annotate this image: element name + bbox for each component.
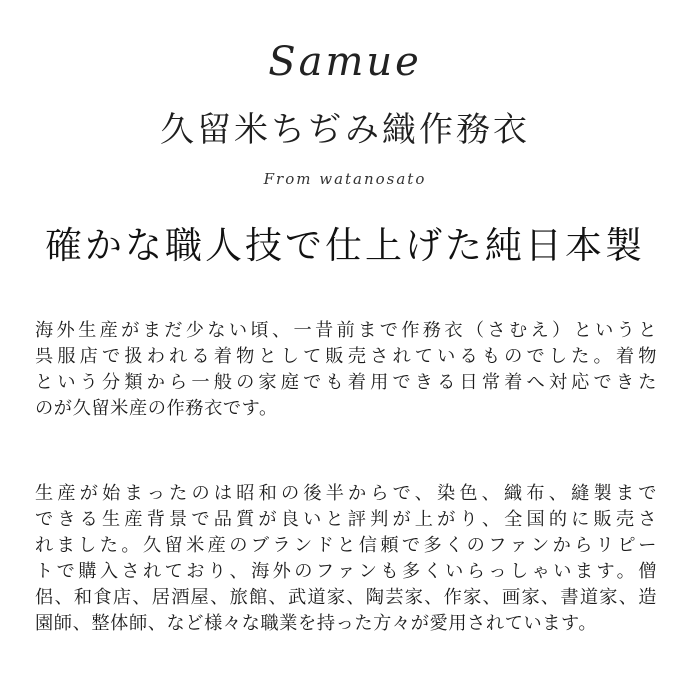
paragraph-line: 生産が始まったのは昭和の後半からで、染色、織布、縫製まで — [35, 483, 657, 504]
paragraph-line: 呉服店で扱われる着物として販売されているものでした。着物 — [35, 346, 657, 367]
paragraph-history — [35, 318, 657, 422]
paragraph-production — [35, 481, 657, 637]
paragraph-line: できる生産背景で品質が良いと評判が上がり、全国的に販売さ — [35, 509, 657, 530]
paragraph-line: トで購入されており、海外のファンも多くいらっしゃいます。僧 — [35, 561, 657, 582]
paragraph-line: 侶、和食店、居酒屋、旅館、武道家、陶芸家、作家、画家、書道家、造 — [35, 587, 657, 608]
paragraph-line: れました。久留米産のブランドと信頼で多くのファンからリピー — [35, 535, 657, 556]
paragraph-line: のが久留米産の作務衣です。 — [35, 398, 278, 419]
from-subtitle: From watanosato — [263, 170, 427, 188]
brand-script-title: Samue — [268, 39, 422, 85]
product-title: 久留米ちぢみ織作務衣 — [160, 110, 530, 150]
headline: 確かな職人技で仕上げた純日本製 — [45, 224, 645, 267]
paragraph-line: という分類から一般の家庭でも着用できる日常着へ対応できた — [35, 372, 657, 393]
paragraph-line: 海外生産がまだ少ない頃、一昔前まで作務衣（さむえ）というと — [35, 320, 657, 341]
paragraph-line: 園師、整体師、など様々な職業を持った方々が愛用されています。 — [35, 613, 598, 634]
